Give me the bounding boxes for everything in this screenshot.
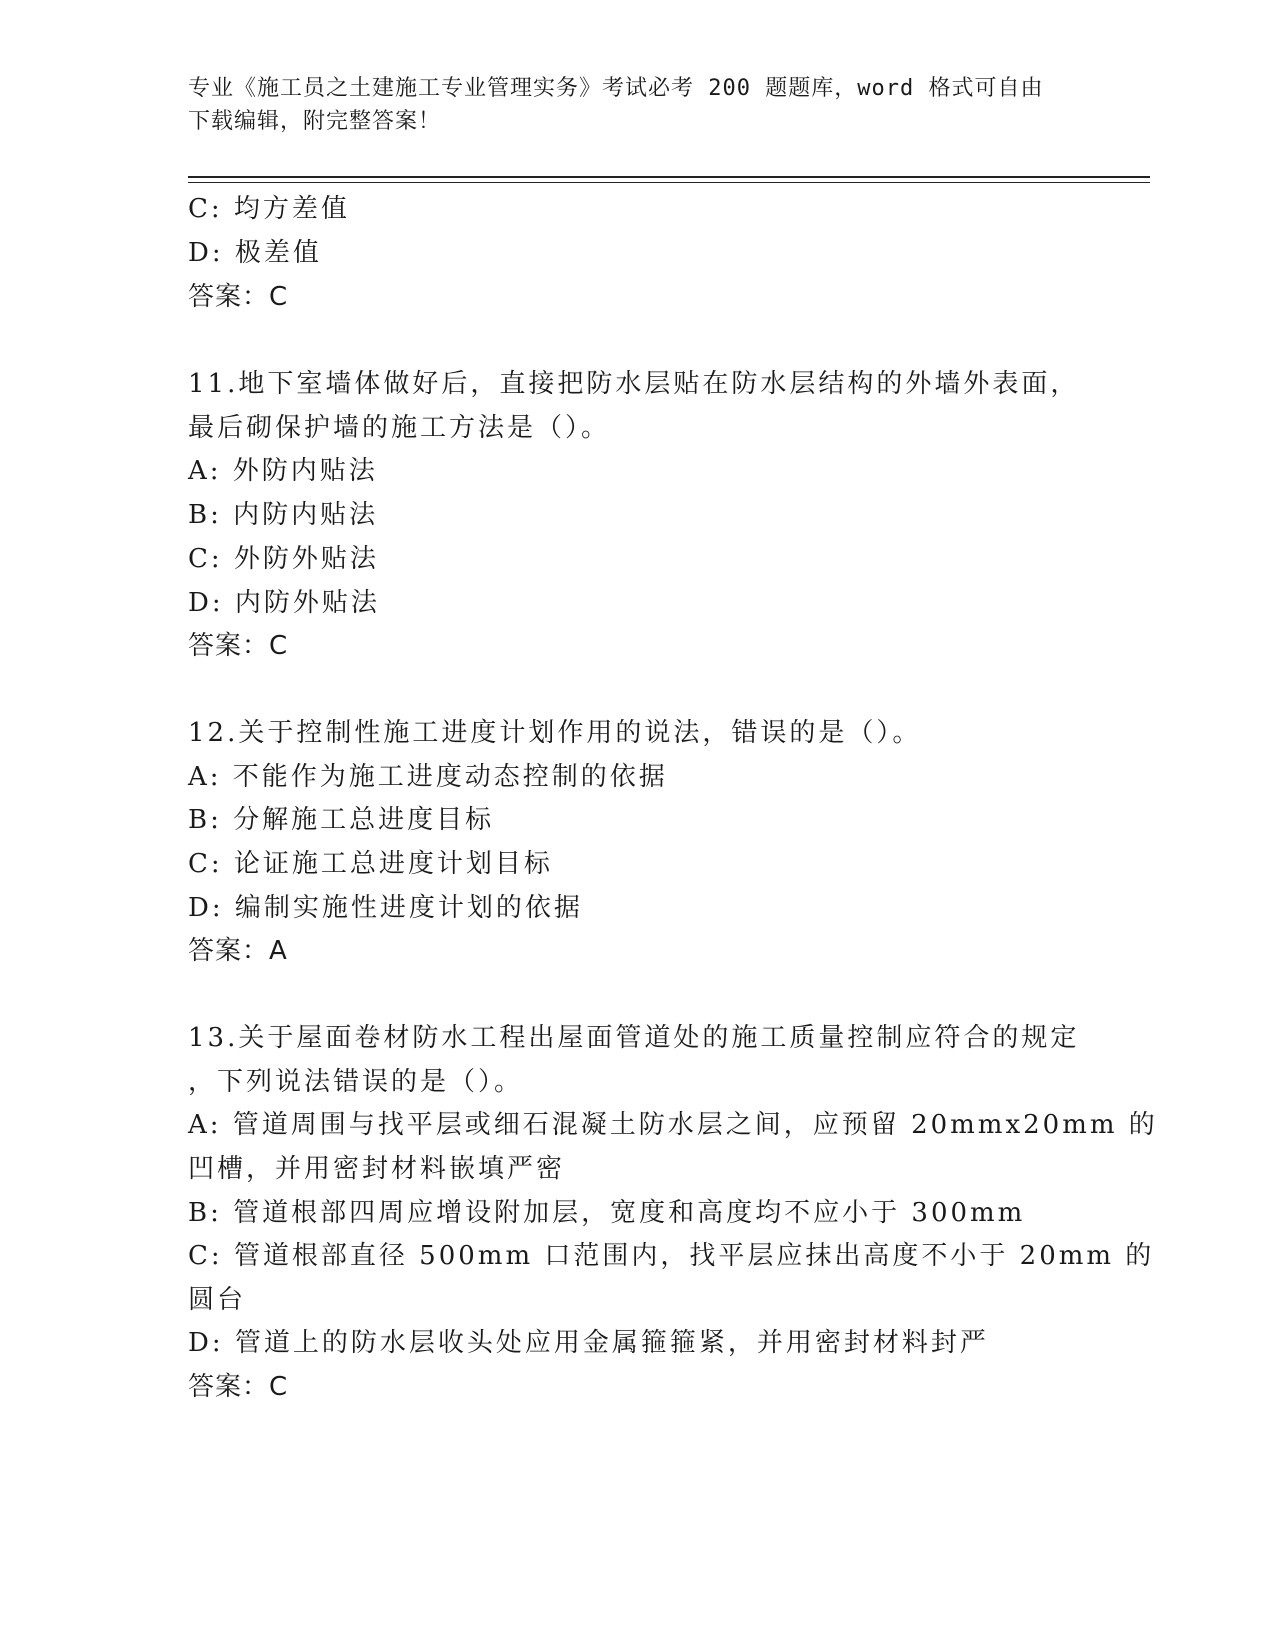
q13-option-c-line-2: 圆台 [188,1285,247,1315]
q13-option-c-line-1: C: 管道根部直径 500mm 口范围内，找平层应抹出高度不小于 20mm 的 [188,1241,1155,1271]
q12-option-b: B: 分解施工总进度目标 [188,805,495,835]
q12-stem-line-1: 12.关于控制性施工进度计划作用的说法，错误的是（）。 [188,718,922,748]
q13-answer: 答案：C [188,1372,289,1402]
q11-stem-line-2: 最后砌保护墙的施工方法是（）。 [188,413,611,443]
header-divider-thin [188,182,1150,183]
q11-option-a: A: 外防内贴法 [188,456,378,486]
prev-answer: 答案：C [188,282,289,312]
q12-option-d: D: 编制实施性进度计划的依据 [188,893,583,923]
prev-option-d: D: 极差值 [188,238,322,268]
q11-option-d: D: 内防外贴法 [188,588,380,618]
header-line-2: 下载编辑，附完整答案！ [188,109,442,134]
q13-option-b: B: 管道根部四周应增设附加层，宽度和高度均不应小于 300mm [188,1198,1026,1228]
q11-option-b: B: 内防内贴法 [188,500,379,530]
q12-answer: 答案：A [188,936,288,966]
document-header [188,72,1068,138]
header-divider-thick [188,176,1150,178]
q13-option-d: D: 管道上的防水层收头处应用金属箍箍紧，并用密封材料封严 [188,1328,989,1358]
q13-stem-line-2: ，下列说法错误的是（）。 [188,1067,524,1097]
q11-answer: 答案：C [188,631,289,661]
q12-option-a: A: 不能作为施工进度动态控制的依据 [188,762,668,792]
prev-option-c: C: 均方差值 [188,194,350,224]
q13-option-a-line-2: 凹槽，并用密封材料嵌填严密 [188,1154,566,1184]
q13-option-a-line-1: A: 管道周围与找平层或细石混凝土防水层之间，应预留 20mmx20mm 的 [188,1110,1158,1140]
q12-option-c: C: 论证施工总进度计划目标 [188,849,553,879]
q13-stem-line-1: 13.关于屋面卷材防水工程出屋面管道处的施工质量控制应符合的规定 [188,1023,1080,1053]
q11-stem-line-1: 11.地下室墙体做好后，直接把防水层贴在防水层结构的外墙外表面， [188,369,1080,399]
header-line-1: 专业《施工员之土建施工专业管理实务》考试必考 200 题题库，word 格式可自由 [188,76,1044,101]
q11-option-c: C: 外防外贴法 [188,544,379,574]
